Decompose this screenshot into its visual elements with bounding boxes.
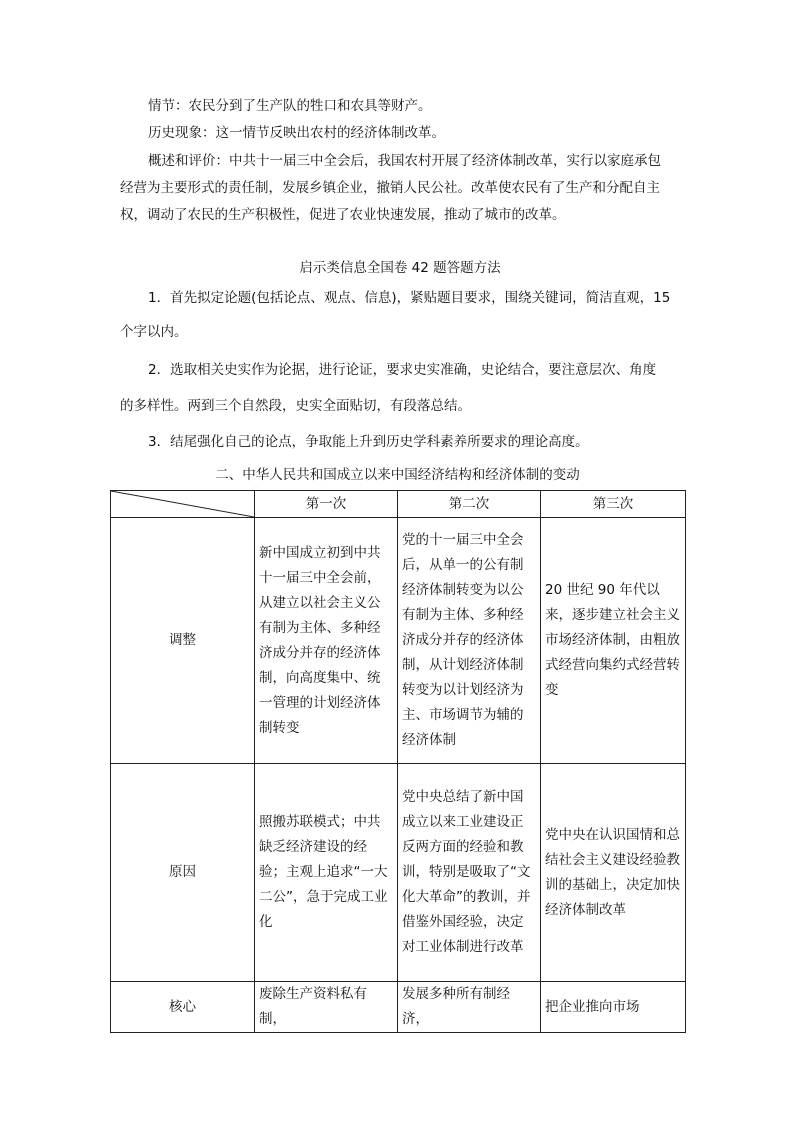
table-row-adjustment xyxy=(111,518,686,764)
cell-core-third: 把企业推向市场 xyxy=(541,982,686,1033)
evaluation-line-2: 经营为主要形式的责任制，发展乡镇企业，撤销人民公社。改革使农民有了生产和分配自主 xyxy=(120,180,660,196)
method-title: 启示类信息全国卷 42 题答题方法 xyxy=(299,260,501,276)
row-label-adjustment: 调整 xyxy=(111,518,255,764)
phenomenon-line: 历史现象：这一情节反映出农村的经济体制改革。 xyxy=(148,125,445,141)
table-row-core xyxy=(111,982,686,1033)
cell-core-first: 废除生产资料私有制， xyxy=(255,982,398,1033)
method-item-1: 1．首先拟定论题(包括论点、观点、信息)，紧贴题目要求，围绕关键词，简洁直观，15 xyxy=(148,290,671,306)
cell-reason-first: 照搬苏联模式；中共缺乏经济建设的经验；主观上追求“一大二公”，急于完成工业化 xyxy=(255,764,398,982)
table-header-third: 第三次 xyxy=(541,491,686,518)
method-item-3: 3．结尾强化自己的论点，争取能上升到历史学科素养所要求的理论高度。 xyxy=(148,434,589,450)
cell-adjustment-third: 20 世纪 90 年代以来，逐步建立社会主义市场经济体制，由粗放式经营向集约式经营转变 xyxy=(541,518,686,764)
cell-core-second: 发展多种所有制经济， xyxy=(398,982,541,1033)
cell-reason-third: 党中央在认识国情和总结社会主义建设经验教训的基础上，决定加快经济体制改革 xyxy=(541,764,686,982)
row-label-reason: 原因 xyxy=(111,764,255,982)
table-header-row xyxy=(111,491,686,518)
table-header-first: 第一次 xyxy=(255,491,398,518)
evaluation-line-1: 概述和评价：中共十一届三中全会后，我国农村开展了经济体制改革，实行以家庭承包 xyxy=(148,153,661,169)
method-item-1-cont: 个字以内。 xyxy=(120,324,188,340)
table-corner-cell xyxy=(111,491,255,518)
plot-line: 情节：农民分到了生产队的牲口和农具等财产。 xyxy=(148,98,432,114)
cell-adjustment-first: 新中国成立初到中共十一届三中全会前，从建立以社会主义公有制为主体、多种经济成分并存的经济体制，向高度集中、统一管理的计划经济体制转变 xyxy=(255,518,398,764)
evaluation-line-3: 权，调动了农民的生产积极性，促进了农业快速发展，推动了城市的改革。 xyxy=(120,207,566,223)
table-row-reason xyxy=(111,764,686,982)
method-item-2: 2．选取相关史实作为论据，进行论证，要求史实准确，史论结合，要注意层次、角度 xyxy=(148,362,657,378)
cell-reason-second: 党中央总结了新中国成立以来工业建设正反两方面的经验和教训，特别是吸取了“文化大革命”的教训，并借鉴外国经验，决定对工业体制进行改革 xyxy=(398,764,541,982)
method-item-2-cont: 的多样性。两到三个自然段，史实全面贴切，有段落总结。 xyxy=(120,398,471,414)
row-label-core: 核心 xyxy=(111,982,255,1033)
cell-adjustment-second: 党的十一届三中全会后，从单一的公有制经济体制转变为以公有制为主体、多种经济成分并存的经济体制，从计划经济体制转变为以计划经济为主、市场调节为辅的经济体制 xyxy=(398,518,541,764)
section2-title: 二、中华人民共和国成立以来中国经济结构和经济体制的变动 xyxy=(215,467,580,483)
diagonal-line xyxy=(111,491,254,517)
table-header-second: 第二次 xyxy=(398,491,541,518)
economic-reform-table xyxy=(110,490,686,1033)
